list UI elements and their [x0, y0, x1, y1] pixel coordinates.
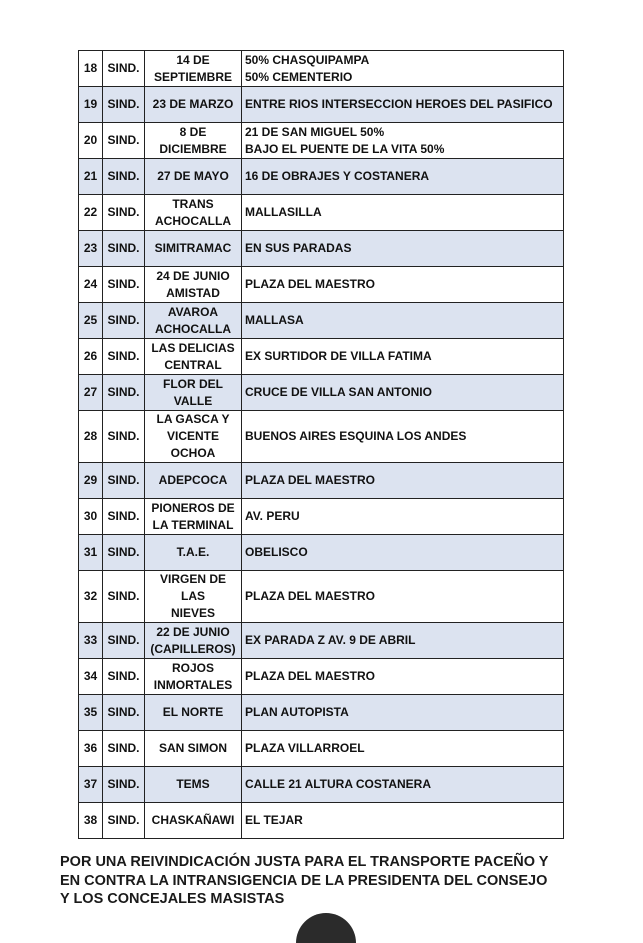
location-line: ENTRE RIOS INTERSECCION HEROES DEL PASIFICO	[245, 97, 553, 111]
location-cell	[242, 731, 564, 767]
row-type: SIND.	[103, 87, 145, 123]
organization-name-line: INMORTALES	[153, 677, 233, 692]
row-number: 31	[79, 535, 103, 571]
location-cell	[242, 123, 564, 159]
organization-name-line: LAS DELICIAS	[151, 340, 235, 355]
row-type: SIND.	[103, 51, 145, 87]
organization-name-line: T.A.E.	[176, 545, 210, 559]
organization-name-line: EL NORTE	[162, 705, 224, 719]
table-row	[79, 571, 564, 623]
location-line: EX SURTIDOR DE VILLA FATIMA	[245, 349, 432, 363]
row-number: 21	[79, 159, 103, 195]
organization-cell	[145, 623, 242, 659]
location-line: PLAN AUTOPISTA	[245, 705, 349, 719]
organization-cell	[145, 803, 242, 839]
location-line: PLAZA DEL MAESTRO	[245, 473, 376, 487]
location-line: PLAZA DEL MAESTRO	[245, 589, 376, 603]
row-number: 27	[79, 375, 103, 411]
organization-name-line: TRANS	[172, 196, 214, 211]
location-cell	[242, 51, 564, 87]
location-line: MALLASILLA	[245, 205, 322, 219]
footer-line-3: Y LOS CONCEJALES MASISTAS	[60, 891, 285, 907]
location-line: EL TEJAR	[245, 813, 303, 827]
organization-name-line: NIEVES	[170, 606, 215, 620]
row-type: SIND.	[103, 195, 145, 231]
organization-name-line: PIONEROS DE	[151, 500, 235, 515]
organization-name-line: ACHOCALLA	[155, 321, 231, 336]
organization-cell	[145, 159, 242, 195]
row-type: SIND.	[103, 731, 145, 767]
organization-name-line: AMISTAD	[166, 285, 220, 300]
location-cell	[242, 499, 564, 535]
row-type: SIND.	[103, 339, 145, 375]
organization-name-line: VIRGEN DE LAS	[159, 572, 226, 603]
location-cell	[242, 303, 564, 339]
organization-cell	[145, 463, 242, 499]
location-line: 50% CEMENTERIO	[245, 69, 353, 84]
location-cell	[242, 623, 564, 659]
table-row	[79, 659, 564, 695]
row-number: 34	[79, 659, 103, 695]
location-line: BAJO EL PUENTE DE LA VITA 50%	[245, 141, 445, 156]
organization-name-line: SIMITRAMAC	[154, 241, 232, 255]
table-row	[79, 463, 564, 499]
row-number: 36	[79, 731, 103, 767]
row-type: SIND.	[103, 159, 145, 195]
location-cell	[242, 767, 564, 803]
row-type: SIND.	[103, 375, 145, 411]
row-number: 33	[79, 623, 103, 659]
table-row	[79, 375, 564, 411]
row-number: 23	[79, 231, 103, 267]
location-line: CALLE 21 ALTURA COSTANERA	[245, 777, 431, 791]
location-cell	[242, 571, 564, 623]
table-row	[79, 767, 564, 803]
organization-cell	[145, 267, 242, 303]
location-cell	[242, 87, 564, 123]
row-number: 25	[79, 303, 103, 339]
row-number: 29	[79, 463, 103, 499]
organization-name-line: 22 DE JUNIO	[156, 624, 230, 639]
row-number: 38	[79, 803, 103, 839]
organization-name-line: CHASKAÑAWI	[151, 813, 235, 827]
sindicatos-table	[78, 50, 564, 839]
row-type: SIND.	[103, 803, 145, 839]
table-row	[79, 87, 564, 123]
table-row	[79, 535, 564, 571]
row-number: 20	[79, 123, 103, 159]
location-line: BUENOS AIRES ESQUINA LOS ANDES	[245, 429, 467, 443]
organization-name-line: FLOR DEL	[163, 376, 223, 391]
location-line: EN SUS PARADAS	[245, 241, 352, 255]
footer-statement	[60, 853, 620, 909]
row-type: SIND.	[103, 571, 145, 623]
row-number: 28	[79, 411, 103, 463]
row-number: 19	[79, 87, 103, 123]
organization-cell	[145, 535, 242, 571]
organization-cell	[145, 499, 242, 535]
row-type: SIND.	[103, 231, 145, 267]
organization-name-line: 24 DE JUNIO	[156, 268, 230, 283]
location-line: EX PARADA Z AV. 9 DE ABRIL	[245, 633, 416, 647]
organization-name-line: ROJOS	[171, 660, 214, 675]
organization-cell	[145, 695, 242, 731]
row-type: SIND.	[103, 659, 145, 695]
table-row	[79, 231, 564, 267]
organization-name-line: SEPTIEMBRE	[153, 69, 232, 84]
table-row	[79, 695, 564, 731]
row-type: SIND.	[103, 463, 145, 499]
row-number: 26	[79, 339, 103, 375]
row-type: SIND.	[103, 411, 145, 463]
organization-name-line: CENTRAL	[164, 357, 222, 372]
row-type: SIND.	[103, 623, 145, 659]
table-row	[79, 195, 564, 231]
location-cell	[242, 695, 564, 731]
table-row	[79, 303, 564, 339]
location-cell	[242, 803, 564, 839]
table-row	[79, 159, 564, 195]
location-line: 16 DE OBRAJES Y COSTANERA	[245, 169, 430, 183]
row-number: 30	[79, 499, 103, 535]
organization-name-line: TEMS	[176, 777, 210, 791]
organization-name-line: (CAPILLEROS)	[150, 641, 236, 656]
organization-cell	[145, 51, 242, 87]
row-type: SIND.	[103, 267, 145, 303]
row-number: 37	[79, 767, 103, 803]
row-type: SIND.	[103, 499, 145, 535]
row-number: 24	[79, 267, 103, 303]
table-row	[79, 339, 564, 375]
organization-name-line: DICIEMBRE	[159, 141, 227, 156]
location-cell	[242, 195, 564, 231]
organization-cell	[145, 339, 242, 375]
organization-cell	[145, 731, 242, 767]
organization-name-line: LA TERMINAL	[152, 517, 234, 532]
location-line: AV. PERU	[245, 509, 300, 523]
location-line: MALLASA	[245, 313, 304, 327]
location-cell	[242, 659, 564, 695]
organization-name-line: VALLE	[173, 393, 213, 408]
table-row	[79, 123, 564, 159]
table-row	[79, 803, 564, 839]
location-cell	[242, 231, 564, 267]
location-cell	[242, 375, 564, 411]
table-row	[79, 267, 564, 303]
organization-name-line: VICENTE	[166, 429, 219, 443]
row-number: 35	[79, 695, 103, 731]
organization-cell	[145, 195, 242, 231]
organization-name-line: OCHOA	[170, 446, 216, 460]
organization-cell	[145, 571, 242, 623]
table-row	[79, 51, 564, 87]
location-line: PLAZA DEL MAESTRO	[245, 669, 376, 683]
organization-cell	[145, 303, 242, 339]
organization-cell	[145, 375, 242, 411]
organization-name-line: 14 DE	[176, 52, 210, 67]
footer-line-2: EN CONTRA LA INTRANSIGENCIA DE LA PRESIDENTA DEL CONSEJO	[60, 872, 548, 889]
row-type: SIND.	[103, 535, 145, 571]
location-line: PLAZA VILLARROEL	[245, 741, 365, 755]
location-cell	[242, 159, 564, 195]
organization-name-line: ACHOCALLA	[155, 213, 231, 228]
row-number: 32	[79, 571, 103, 623]
organization-name-line: AVAROA	[167, 304, 219, 319]
organization-name-line: ADEPCOCA	[158, 473, 228, 487]
organization-name-line: SAN SIMON	[158, 741, 227, 755]
organization-cell	[145, 411, 242, 463]
organization-name-line: LA GASCA Y	[156, 412, 230, 426]
row-number: 18	[79, 51, 103, 87]
partial-logo-graphic	[296, 913, 356, 943]
organization-name-line: 27 DE MAYO	[157, 169, 229, 183]
organization-cell	[145, 659, 242, 695]
row-type: SIND.	[103, 123, 145, 159]
location-line: CRUCE DE VILLA SAN ANTONIO	[245, 385, 432, 399]
row-number: 22	[79, 195, 103, 231]
location-line: PLAZA DEL MAESTRO	[245, 277, 376, 291]
table-row	[79, 623, 564, 659]
table-row	[79, 731, 564, 767]
table-row	[79, 411, 564, 463]
location-cell	[242, 535, 564, 571]
organization-name-line: 23 DE MARZO	[152, 97, 234, 111]
location-cell	[242, 411, 564, 463]
footer-line-1: POR UNA REIVINDICACIÓN JUSTA PARA EL TRANSPORTE PACEÑO Y	[60, 854, 549, 870]
organization-cell	[145, 231, 242, 267]
organization-cell	[145, 767, 242, 803]
table-row	[79, 499, 564, 535]
row-type: SIND.	[103, 767, 145, 803]
location-cell	[242, 339, 564, 375]
location-cell	[242, 463, 564, 499]
sindicatos-table-body	[79, 51, 564, 839]
location-cell	[242, 267, 564, 303]
organization-name-line: 8 DE	[179, 124, 207, 139]
location-line: 21 DE SAN MIGUEL 50%	[245, 124, 385, 139]
location-line: OBELISCO	[245, 545, 308, 559]
location-line: 50% CHASQUIPAMPA	[245, 52, 370, 67]
organization-cell	[145, 123, 242, 159]
organization-cell	[145, 87, 242, 123]
row-type: SIND.	[103, 695, 145, 731]
row-type: SIND.	[103, 303, 145, 339]
